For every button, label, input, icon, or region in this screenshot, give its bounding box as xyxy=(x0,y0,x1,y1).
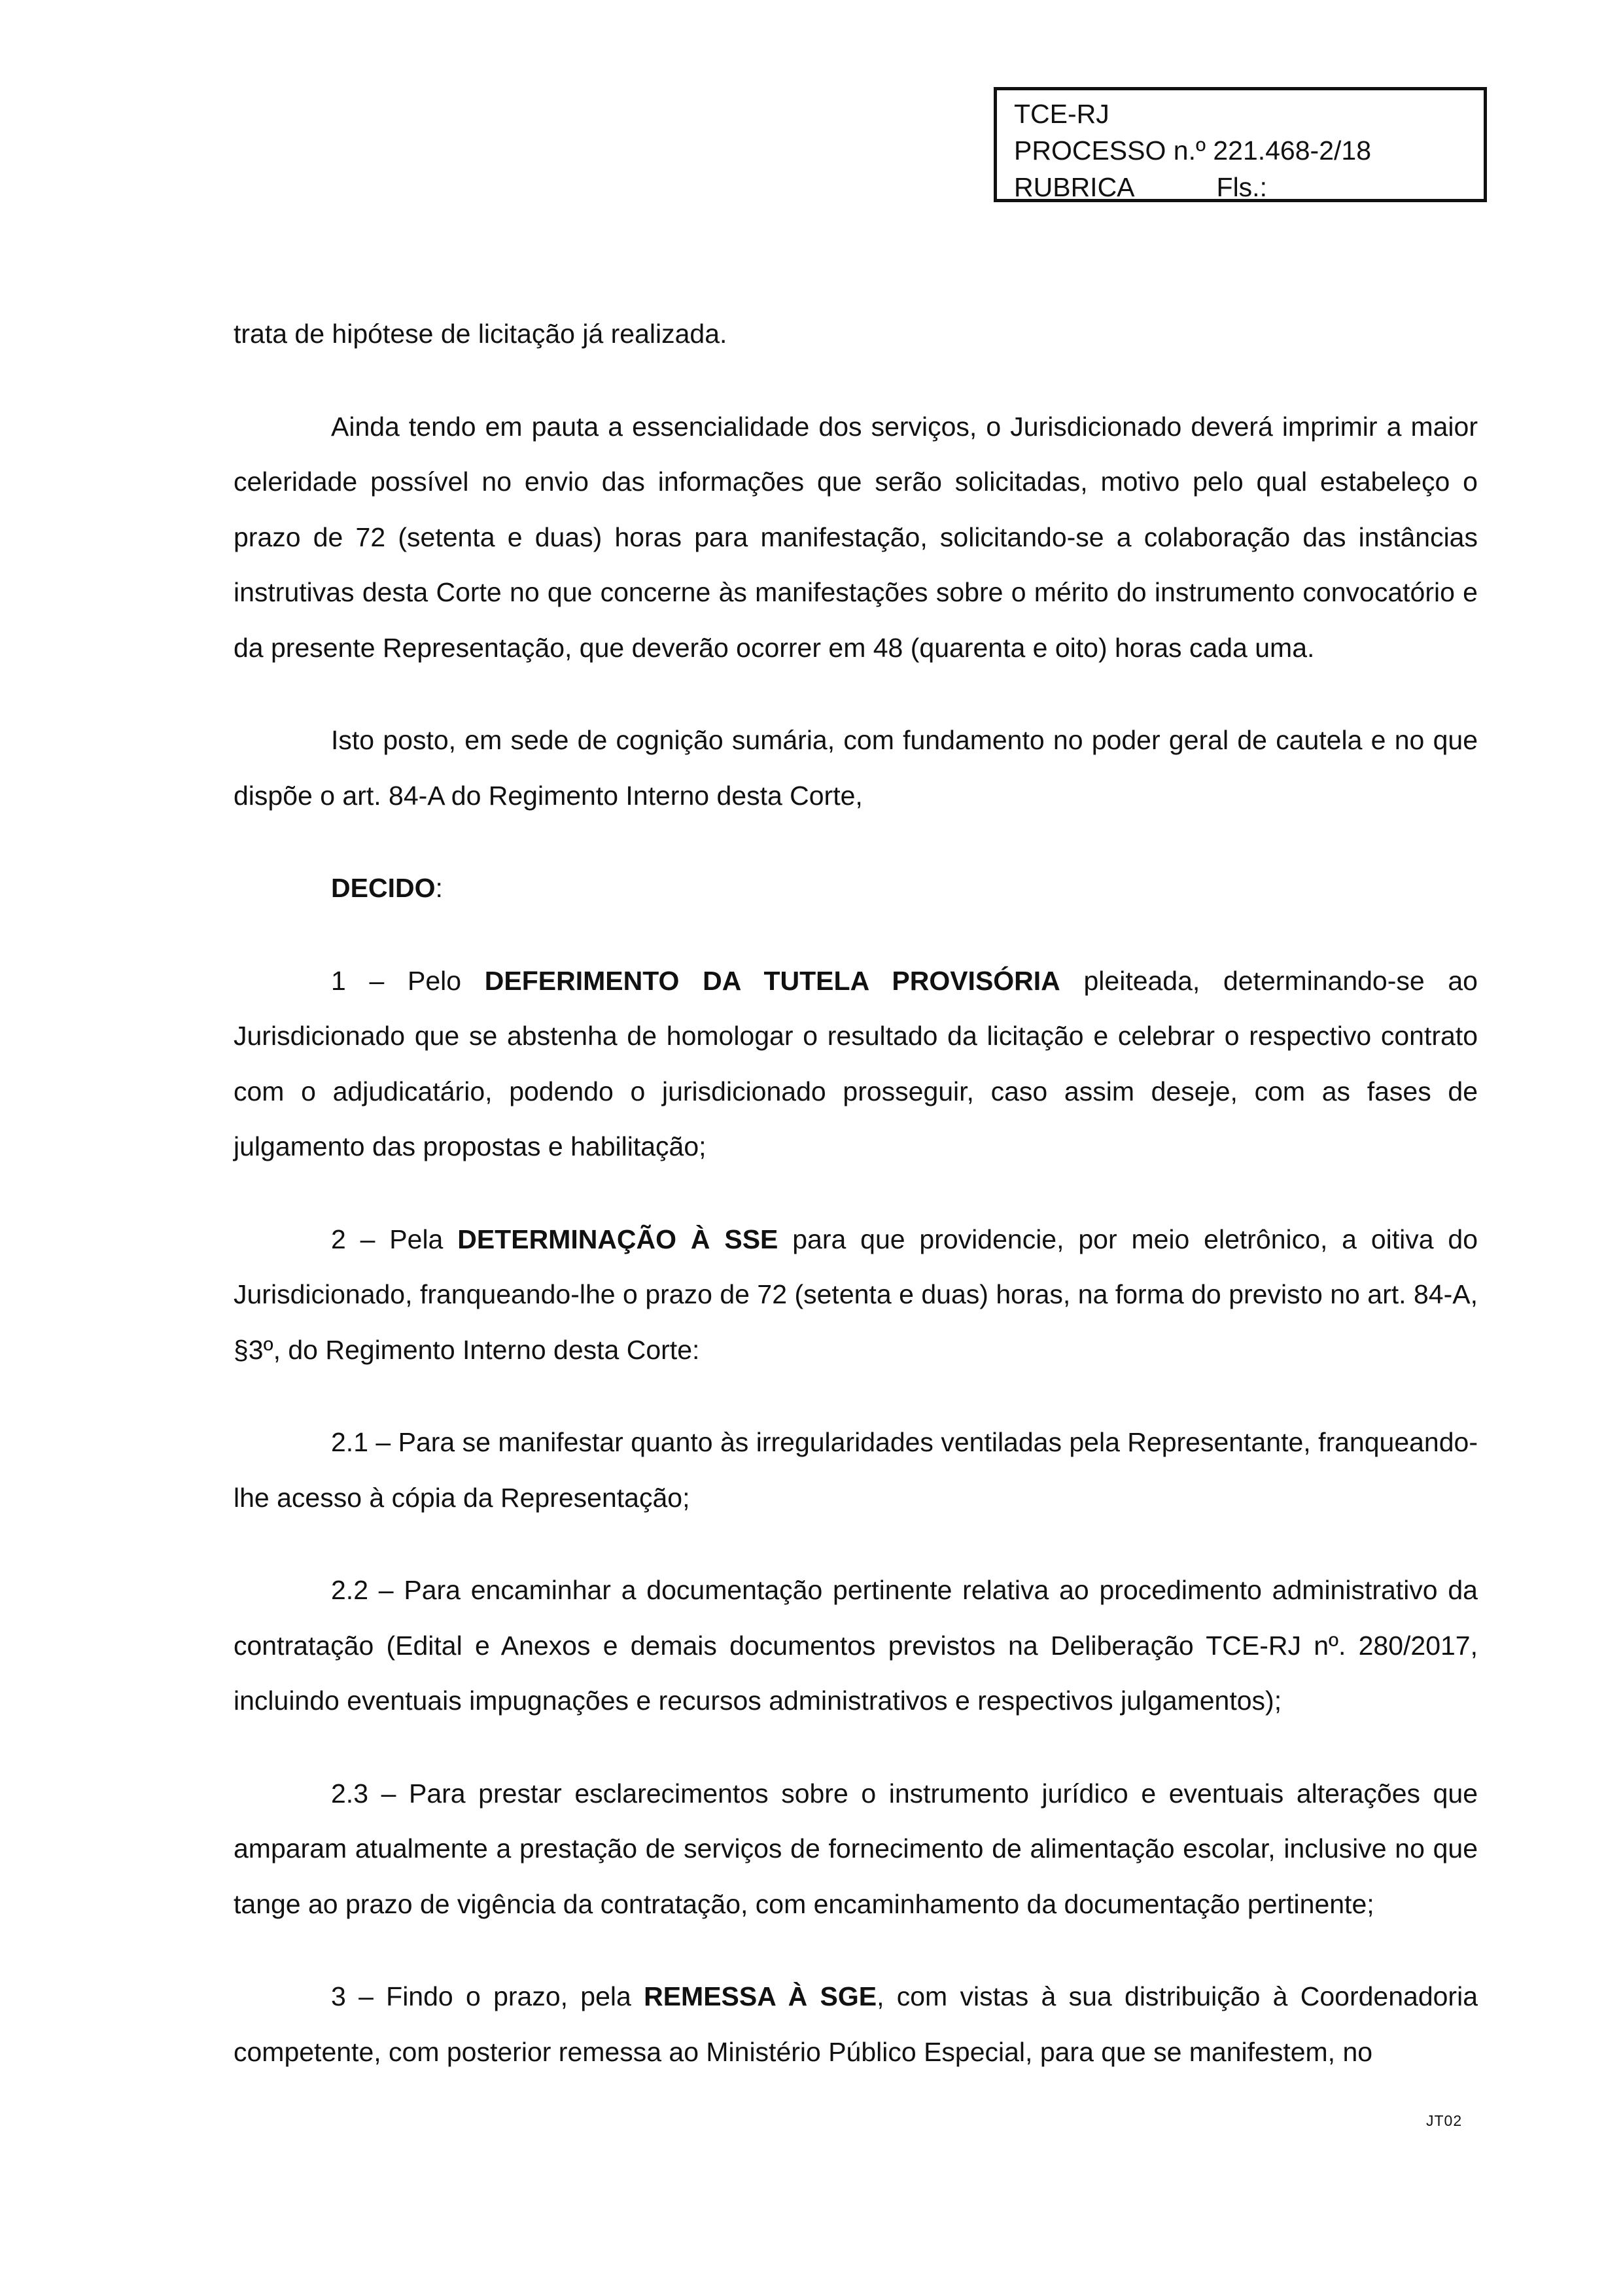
stamp-process-number: PROCESSO n.º 221.468-2/18 xyxy=(1014,135,1371,166)
decido-colon: : xyxy=(435,873,443,903)
item1-prefix: 1 – Pelo xyxy=(331,965,485,996)
item2-prefix: 2 – Pela xyxy=(331,1224,458,1254)
decision-item-1 xyxy=(234,953,1478,1174)
item2-bold: DETERMINAÇÃO À SSE xyxy=(457,1224,778,1254)
decision-item-2-2: 2.2 – Para encaminhar a documentação pertinente relativa ao procedimento administrativo da contratação (Edital e Anexos e demais documentos previstos na Deliberação TCE-RJ nº. 280/2017, incluindo eventuais impugnações e recursos administrativos e respectivos julgamentos); xyxy=(234,1575,1478,1716)
document-body xyxy=(234,306,1478,2079)
decision-item-2 xyxy=(234,1212,1478,1378)
item1-bold: DEFERIMENTO DA TUTELA PROVISÓRIA xyxy=(484,965,1060,996)
footer-code: JT02 xyxy=(1426,2112,1463,2129)
decido-label: DECIDO xyxy=(331,873,436,903)
item1-text: pleiteada, determinando-se ao Jurisdicionado que se abstenha de homologar o resultado da licitação e celebrar o respectivo contrato com o adjudicatário, podendo o jurisdicionado prosseguir, caso assim deseje, com as fases de julgamento das propostas e habilitação; xyxy=(234,965,1478,1161)
item3-text: , com vistas à sua distribuição à Coordenadoria competente, com posterior remessa ao Ministério Público Especial, para que se manifestem, no xyxy=(234,1981,1478,2067)
item2-text: para que providencie, por meio eletrônico, a oitiva do Jurisdicionado, franqueando-lhe o prazo de 72 (setenta e duas) horas, na forma do previsto no art. 84-A, §3º, do Regimento Interno desta Corte: xyxy=(234,1224,1478,1365)
process-stamp-box xyxy=(994,87,1487,202)
stamp-rubrica: RUBRICA xyxy=(1014,172,1135,202)
item3-bold: REMESSA À SGE xyxy=(644,1981,877,2011)
stamp-fls: Fls.: xyxy=(1216,172,1267,202)
paragraph-deadline: Ainda tendo em pauta a essencialidade dos serviços, o Jurisdicionado deverá imprimir a maior celeridade possível no envio das informações que serão solicitadas, motivo pelo qual estabeleço o prazo de 72 (setenta e duas) horas para manifestação, solicitando-se a colaboração das instâncias instrutivas desta Corte no que concerne às manifestações sobre o mérito do instrumento convocatório e da presente Representação, que deverão ocorrer em 48 (quarenta e oito) horas cada uma. xyxy=(234,411,1478,663)
decision-item-3 xyxy=(234,1969,1478,2079)
decision-heading xyxy=(234,860,1478,916)
item3-prefix: 3 – Findo o prazo, pela xyxy=(331,1981,644,2011)
stamp-court: TCE-RJ xyxy=(1014,99,1109,129)
stamp-rubrica-row xyxy=(1014,169,1484,205)
decision-item-2-3: 2.3 – Para prestar esclarecimentos sobre o instrumento jurídico e eventuais alterações que amparam atualmente a prestação de serviços de fornecimento de alimentação escolar, inclusive no que tange ao prazo de vigência da contratação, com encaminhamento da documentação pertinente; xyxy=(234,1778,1478,1919)
decision-item-2-1: 2.1 – Para se manifestar quanto às irregularidades ventiladas pela Representante, franqueando-lhe acesso à cópia da Representação; xyxy=(234,1427,1478,1513)
paragraph-continuation: trata de hipótese de licitação já realizada. xyxy=(234,319,727,349)
paragraph-grounds: Isto posto, em sede de cognição sumária, com fundamento no poder geral de cautela e no que dispõe o art. 84-A do Regimento Interno desta Corte, xyxy=(234,725,1478,811)
